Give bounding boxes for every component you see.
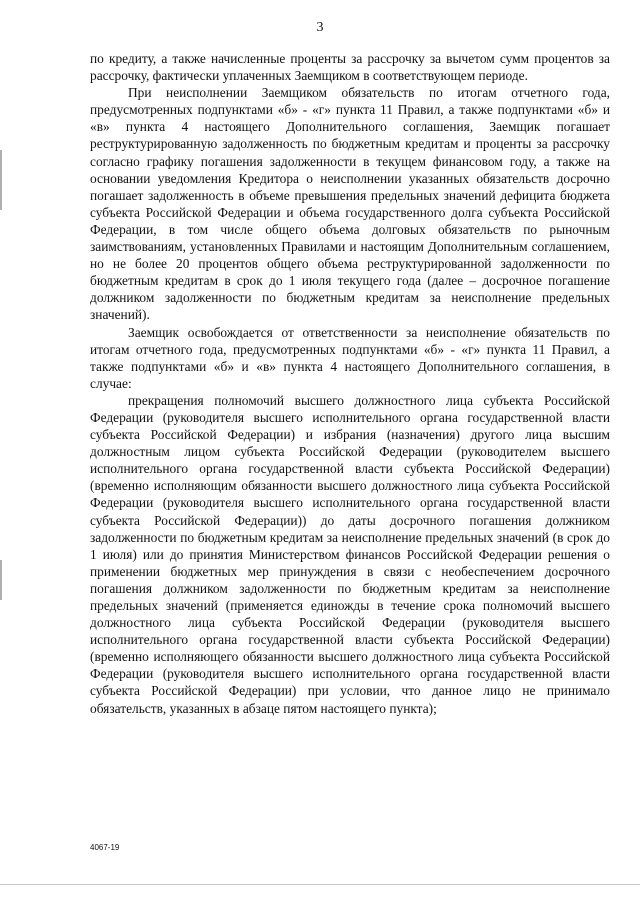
page-number: 3 — [316, 20, 324, 35]
document-body — [90, 50, 610, 717]
scan-edge-mark — [0, 150, 2, 210]
scan-edge-mark — [0, 560, 2, 600]
scan-bottom-edge — [0, 884, 640, 885]
paragraph-nonfulfillment: При неисполнении Заемщиком обязательств по итогам отчетного года, предусмотренных подпунктами «б» - «г» пункта 11 Правил, а также подпунктами «б» и «в» пункта 4 настоящего Дополнительного соглашения, Заемщик погашает реструктурированную задолженность по бюджетным кредитам и проценты за рассрочку согласно графику погашения задолженности в текущем финансовом году, а также на основании уведомления Кредитора о неисполнении указанных обязательств досрочно погашает задолженность в объеме превышения предельных значений дефицита бюджета субъекта Российской Федерации и объема государственного долга субъекта Российской Федерации, в том числе общего объема долговых обязательств по рыночным заимствованиям, установленных Правилами и настоящим Дополнительным соглашением, но не более 20 процентов общего объема реструктурированной задолженности по бюджетным кредитам в срок до 1 июля текущего года (далее – досрочное погашение должником задолженности по бюджетным кредитам за неисполнение предельных значений). — [90, 85, 610, 323]
paragraph-continuation: по кредиту, а также начисленные проценты за рассрочку за вычетом сумм процентов за рассрочку, фактически уплаченных Заемщиком в соответствующем периоде. — [90, 51, 610, 84]
paragraph-termination-case: прекращения полномочий высшего должностного лица субъекта Российской Федерации (руководителя высшего исполнительного органа государственной власти субъекта Российской Федерации) и избрания (назначения) другого лица высшим должностным лицом субъекта Российской Федерации (руководителем высшего исполнительного органа государственной власти субъекта Российской Федерации) (временно исполняющим обязанности высшего должностного лица субъекта Российской Федерации (руководителя высшего исполнительного органа государственной власти субъекта Российской Федерации)) до даты досрочного погашения должником задолженности по бюджетным кредитам за неисполнение предельных значений (в срок до 1 июля) или до принятия Министерством финансов Российской Федерации решения о применении бюджетных мер принуждения в связи с необеспечением досрочного погашения должником задолженности по бюджетным кредитам за неисполнение предельных значений (применяется единожды в течение срока полномочий высшего должностного лица субъекта Российской Федерации (руководителя высшего исполнительного органа государственной власти субъекта Российской Федерации) (временно исполняющего обязанности высшего должностного лица субъекта Российской Федерации (руководителя высшего исполнительного органа государственной власти субъекта Российской Федерации) при условии, что данное лицо не принимало обязательств, указанных в абзаце пятом настоящего пункта); — [90, 392, 610, 716]
paragraph-exemption: Заемщик освобождается от ответственности за неисполнение обязательств по итогам отчетного года, предусмотренных подпунктами «б» - «г» пункта 11 Правил, а также подпунктами «б» и «в» пункта 4 настоящего Дополнительного соглашения, в случае: — [90, 324, 610, 391]
document-code: 4067-19 — [90, 843, 120, 852]
